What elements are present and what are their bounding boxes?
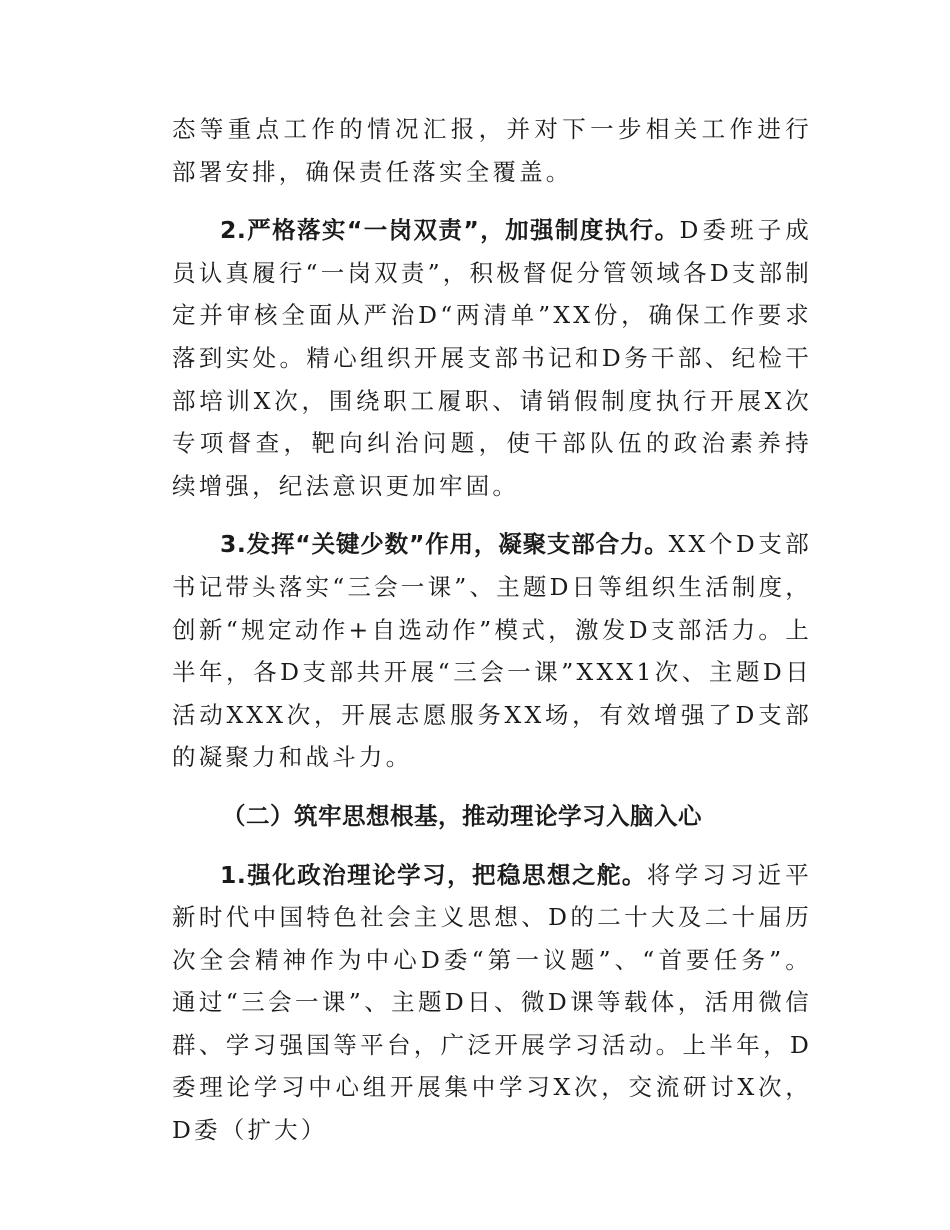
- document-page: [172, 108, 812, 1152]
- paragraph-continuation: 态等重点工作的情况汇报，并对下一步相关工作进行部署安排，确保责任落实全覆盖。: [172, 115, 812, 186]
- paragraph-item-2: [172, 209, 812, 507]
- paragraph-item-3: [172, 523, 812, 779]
- section-heading-2: （二）筑牢思想根基，推动理论学习入脑入心: [222, 801, 702, 830]
- item-2-body: D委班子成员认真履行“一岗双责”，积极督促分管领域各D支部制定并审核全面从严治D“两清单”XX份，确保工作要求落到实处。精心组织开展支部书记和D务干部、纪检干部培训X次，围绕职工履职、请销假制度执行开展X次专项督查，靶向纠治问题，使干部队伍的政治素养持续增强，纪法意识更加牢固。: [172, 216, 813, 500]
- section-2-item-1-lead: 1.强化政治理论学习，把稳思想之舵。: [220, 860, 647, 889]
- section-2-item-1-body: 将学习习近平新时代中国特色社会主义思想、D的二十大及二十届历次全会精神作为中心D委“第一议题”、“首要任务”。通过“三会一课”、主题D日、微D课等载体，活用微信群、学习强国等平台，广泛开展学习活动。上半年，D委理论学习中心组开展集中学习X次，交流研讨X次，D委（扩大）: [172, 860, 812, 1145]
- paragraph-section-2-item-1: [172, 854, 812, 1152]
- item-3-body: XX个D支部书记带头落实“三会一课”、主题D日等组织生活制度，创新“规定动作+自选动作”模式，激发D支部活力。上半年，各D支部共开展“三会一课”XXX1次、主题D日活动XXX次，开展志愿服务XX场，有效增强了D支部的凝聚力和战斗力。: [172, 530, 812, 772]
- item-2-lead: 2.严格落实“一岗双责”，加强制度执行。: [220, 216, 680, 245]
- item-3-lead: 3.发挥“关键少数”作用，凝聚支部合力。: [220, 530, 669, 559]
